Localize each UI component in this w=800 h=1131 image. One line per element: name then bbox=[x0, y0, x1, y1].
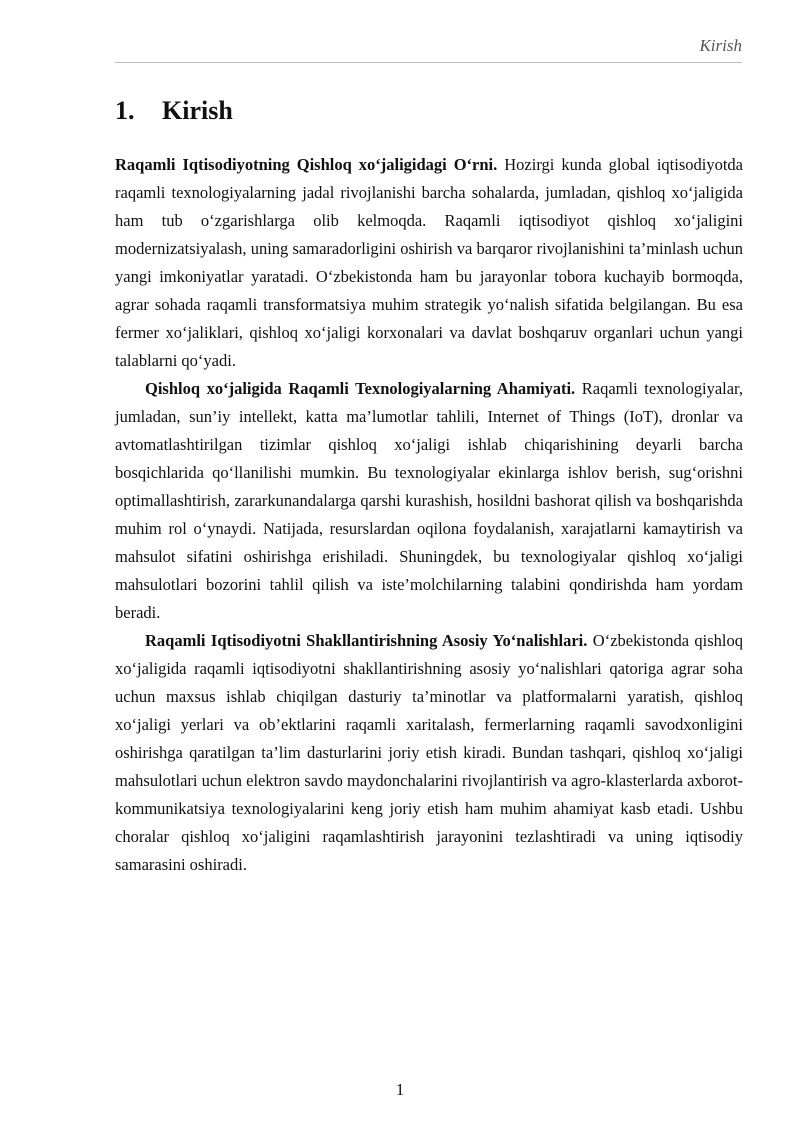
body-text bbox=[115, 151, 743, 879]
page-number: 1 bbox=[395, 1080, 405, 1099]
paragraph-lead: Raqamli Iqtisodiyotni Shakllantirishning Asosiy Yo‘nalishlari. bbox=[145, 631, 588, 650]
paragraph-1 bbox=[115, 151, 743, 375]
section-heading bbox=[115, 96, 233, 126]
paragraph-text: O‘zbekistonda qishloq xo‘jaligida raqamli iqtisodiyotni shakllantirishning asosiy yo‘nalishlari qatoriga agrar soha uchun maxsus ishlab chiqilgan dasturiy ta’minotlar va platformalarni yaratish, qishloq xo‘jaligi yerlari va ob’ektlarini raqamli xaritalash, fermerlarning raqamli savodxonligini oshirishga qaratilgan ta’lim dasturlarini joriy etish kiradi. Bundan tashqari, qishloq xo‘jaligi mahsulotlari uchun elektron savdo maydonchalarini rivojlantirish va agro-klasterlarda axborot-kommunikatsiya texnologiyalarini keng joriy etish ham muhim ahamiyat kasb etadi. Ushbu choralar qishloq xo‘jaligini raqamlashtirish jarayonini tezlashtiradi va uning iqtisodiy samarasini oshiradi. bbox=[115, 631, 744, 874]
paragraph-lead: Raqamli Iqtisodiyotning Qishloq xo‘jaligidagi O‘rni. bbox=[115, 155, 498, 174]
paragraph-text: Raqamli texnologiyalar, jumladan, sun’iy intellekt, katta ma’lumotlar tahlili, Internet of Things (IoT), dronlar va avtomatlashtirilgan tizimlar qishloq xo‘jaligi ishlab chiqarishining deyarli barcha bosqichlarida qo‘llanilishi mumkin. Bu texnologiyalar ekinlarga ishlov berish, sug‘orishni optimallashtirish, zararkunandalarga qarshi kurashish, hosildni bashorat qilish va boshqarishda muhim rol o‘ynaydi. Natijada, resurslardan oqilona foydalanish, xarajatlarni kamaytirish va mahsulot sifatini oshirishga erishiladi. Shuningdek, bu texnologiyalar qishloq xo‘jaligi mahsulotlari bozorini tahlil qilish va iste’molchilarning talabini qondirishda ham yordam beradi. bbox=[115, 379, 744, 622]
section-title: Kirish bbox=[162, 96, 233, 125]
paragraph-2 bbox=[115, 375, 743, 627]
paragraph-text: Hozirgi kunda global iqtisodiyotda raqamli texnologiyalarning jadal rivojlanishi barcha sohalarda, jumladan, qishloq xo‘jaligida ham tub o‘zgarishlarga olib kelmoqda. Raqamli iqtisodiyot qishloq xo‘jaligini modernizatsiyalash, uning samaradorligini oshirish va barqaror rivojlanishini ta’minlash uchun yangi imkoniyatlar yaratadi. O‘zbekistonda ham bu jarayonlar tobora kuchayib bormoqda, agrar sohada raqamli transformatsiya muhim strategik yo‘nalish sifatida belgilangan. Bu esa fermer xo‘jaliklari, qishloq xo‘jaligi korxonalari va davlat boshqaruv organlari uchun yangi talablarni qo‘yadi. bbox=[115, 155, 744, 370]
running-header: Kirish bbox=[115, 36, 742, 63]
section-number: 1. bbox=[115, 96, 135, 125]
paragraph-3 bbox=[115, 627, 743, 879]
paragraph-lead: Qishloq xo‘jaligida Raqamli Texnologiyalarning Ahamiyati. bbox=[145, 379, 576, 398]
